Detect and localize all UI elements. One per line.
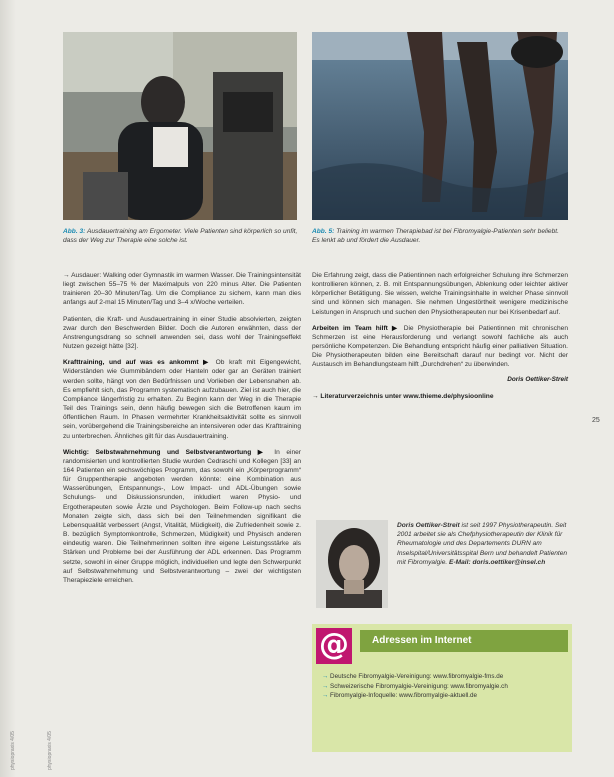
ergometer-caption [63,228,299,245]
author-bio [397,521,571,567]
margin-mark: physiopraxis 4/05 [47,731,53,770]
paragraph-body: Ob kraft mit Eigengewicht, Widerständen wie Gummibändern oder Hanteln oder gar an Geräten trainiert werden sollte, hängt von den Bedürfnissen und Vorlieben der Lebensnahen ab. Es empfiehlt sich, das Programm systematisch aufzubauen. Ziel ist auch hier, die Compliance längerfristig zu erhalten. Zu Beginn kann der Weg in die Therapie Teil des Trainings sein, denn häufig bewegen sich die Betroffenen kaum im öffentlichen Raum. In Phasen vermehrter Krankheitsaktivität sollte es sinnvoll sein, vorübergehend die Trainingsbereiche an intensiveren oder das Krafttraining zu unterbrechen. Ähnliches gilt für das Ausdauertraining. [63,359,301,440]
paragraph-body: Die Physiotherapie bei Patientinnen mit chronischen Schmerzen ist eine Herausforderung und verlangt sowohl fachliche als auch persönliche Kompetenzen. Die Behandlung entspricht häufig einer palliativen Situation. Die Physiotherapeuten bilden eine Bereitschaft darauf nur bedingt vor. Nicht der Austausch im Behandlungsteam hilft „Durchdrehen“ zu überwinden. [312,324,568,369]
right-text-column [312,271,568,401]
author-signature: Doris Oettiker-Streit [507,375,568,383]
margin-mark: physiopraxis 4/05 [10,731,16,770]
address-item[interactable] [322,683,566,692]
paragraph-body: In einer randomisierten und kontrollierten Studie wurden Cedraschi und Kollegen [33] an 164 Patienten ein sechswöchiges Programm, das sowohl ein „Körperprogramm“ für Gruppentherapie angeboten werden könnte: eine Kombination aus Wasserübungen, Entspannungs-, Low Impact- und ADL-Übungen sowie Schulungs- und Diskussionsrunden, inkludiert waren Physio- und Ergotherapeuten sowie Ärzte und Psychologen. Beim Follow-up nach sechs Monaten zeigte sich, dass sich bei den Teilnehmenden signifikant die Lebensqualität verbessert (Angst, Vitalität, Müdigkeit), die Zufriedenheit sowie z. B. bezüglich Symptomkontrolle, Schmerzen, Müdigkeit) und Physisch anderen eindeutig waren. Die Teilnehmerinnen sollten ihre eigene Leistungsstärke als Stärken und Probleme bei der Ausführung der ADL erkennen. Das Programm setzte, sowohl in einer Gruppe möglich, individuellen und legte den Schwerpunkt auf Selbstwahrnehmung und Selbstverantwortung – zwei der wichtigsten Therapieziele erreichen. [63,448,301,584]
section-heading: Arbeiten im Team hilft ▶ [312,324,400,332]
paragraph: Die Erfahrung zeigt, dass die Patientinnen nach erfolgreicher Schulung ihre Schmerzen kontrollieren können, z. B. mit Entspannungsübungen, Ablenkung oder leichter aktiver körperlicher Betätigung. Sie wissen, welche Trainingsinhalte in welcher Phase sinnvoll sind und können sich managen. Sie nehmen Ungestörtheit wenigere medizinische Leistungen in Anspruch und suchen den Physiotherapeuten nur bei Krisenbedarf auf. [312,272,568,316]
page-number: 25 [592,417,600,424]
left-text-column [63,271,301,592]
address-text[interactable]: Deutsche Fibromyalgie-Vereinigung: www.fibromyalgie-fms.de [330,673,504,680]
section-heading: Krafttraining, und auf was es ankommt ▶ [63,359,212,367]
arrow-icon: → [322,692,331,700]
addresses-title: Adressen im Internet [360,630,568,652]
addresses-list [322,673,566,702]
paragraph [312,324,568,370]
address-item[interactable] [322,692,566,701]
author-portrait [316,520,388,608]
therapy-pool-photo [312,32,568,220]
caption-label: Abb. 5: [312,228,335,235]
arrow-icon: → [322,682,331,690]
caption-text: Training im warmen Therapiebad ist bei Fibromyalgie-Patienten sehr beliebt. Es lenkt ab und fördert die Ausdauer. [312,228,559,244]
paragraph [63,448,301,585]
address-item[interactable] [322,673,566,682]
page-fold-shadow [0,0,16,777]
bio-text: ist seit 1997 Physiotherapeutin. Seit 2001 arbeitet sie als Chefphysiotherapeutin der Klinik für Rheumatologie und des Departements DURN am Inselspital/Universitätsspital Bern und behandelt Patienten mit Fibromyalgie. [397,522,568,566]
paragraph: Patienten, die Kraft- und Ausdauertraining in einer Studie absolvierten, zeigten zwar durch den Beschwerden Bilder. Doch die Autoren erwähnten, dass der Anstrengungsdrang so schnell anwenden sei, dass wohl der Trainingseffekt Nutzen gezeigt hätte [32]. [63,315,301,351]
caption-label: Abb. 3: [63,228,86,235]
caption-text: Ausdauertraining am Ergometer. Viele Patienten sind körperlich so unfit, dass der Weg zur Therapie eine solche ist. [63,228,298,244]
at-sign-icon: @ [316,628,352,664]
address-text[interactable]: Fibromyalgie-Infoquelle: www.fibromyalgie-aktuell.de [330,692,478,700]
pool-caption [312,228,568,245]
literature-link[interactable]: → Literaturverzeichnis unter www.thieme.de/physioonline [312,392,494,400]
paragraph: → Ausdauer: Walking oder Gymnastik im warmen Wasser. Die Trainingsintensität liegt zwischen 55–75 % der Maximalpuls von 220 minus Alter. Die Patienten trainieren 20–30 Minuten/Tag. Um die Compliance zu sichern, kann man dies anfangs auf 2-mal 15 Minuten/Tag und 3–4 x/Woche verteilen. [63,272,301,307]
address-text[interactable]: Schweizerische Fibromyalgie-Vereinigung: www.fibromyalgie.ch [330,682,508,690]
arrow-icon: → [322,673,331,680]
bio-email[interactable]: E-Mail: doris.oettiker@insel.ch [449,558,546,566]
bio-name: Doris Oettiker-Streit [397,522,460,529]
section-heading: Wichtig: Selbstwahrnehmung und Selbstverantwortung ▶ [63,448,268,456]
paragraph [63,358,301,440]
ergometer-photo [63,32,297,220]
